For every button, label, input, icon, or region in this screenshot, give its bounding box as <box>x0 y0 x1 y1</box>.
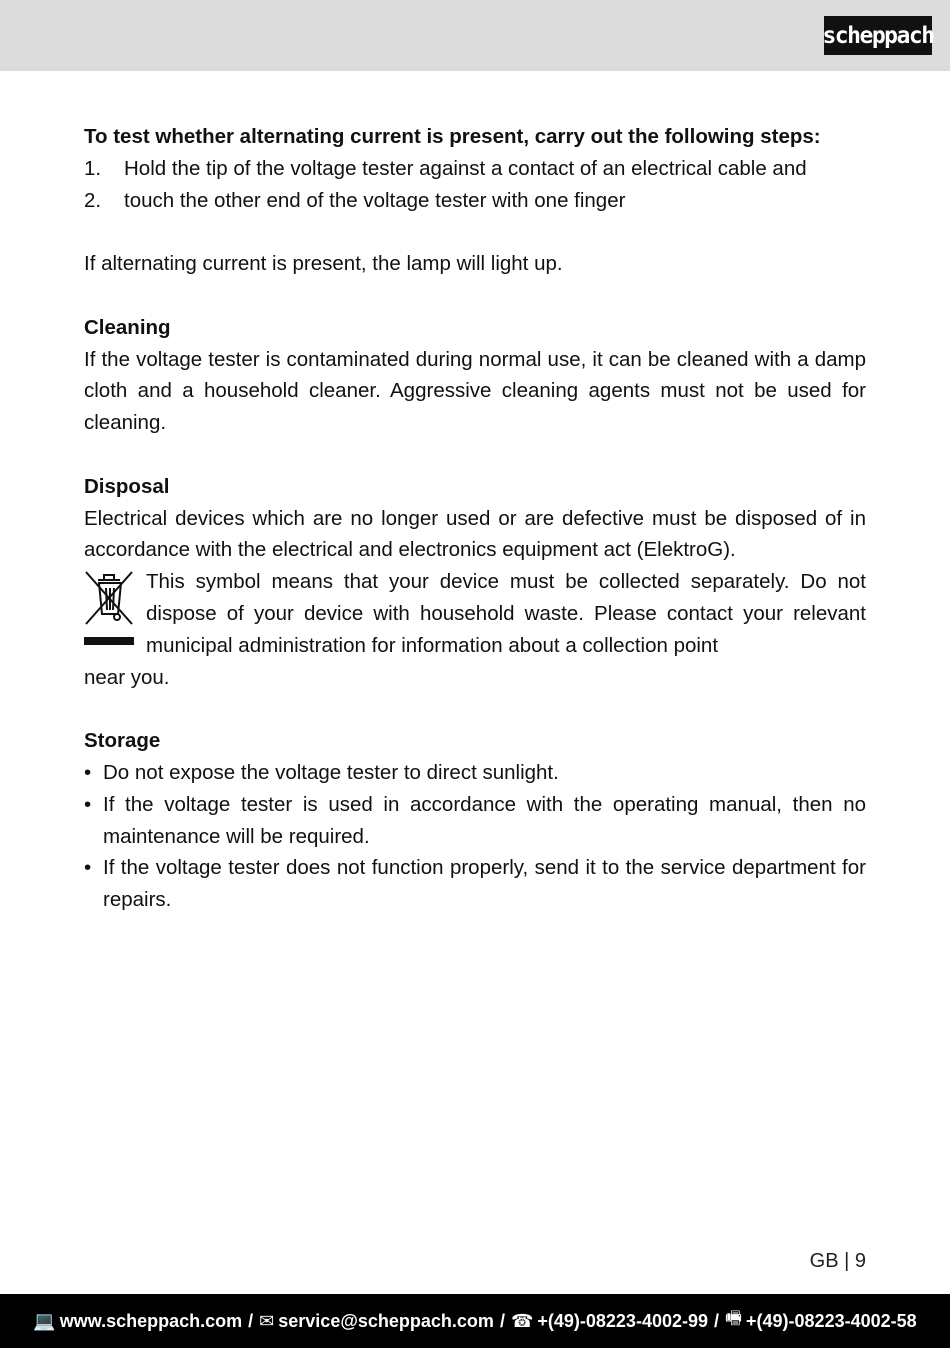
scheppach-logo: scheppach <box>824 16 932 55</box>
list-item-text: If the voltage tester is used in accordance with the operating manual, then no maintenance will be required. <box>103 792 866 848</box>
contact-footer <box>0 1294 950 1348</box>
fax-icon: 🖷 <box>725 1308 743 1328</box>
page-number: GB | 9 <box>809 1250 866 1272</box>
list-item <box>84 852 866 916</box>
weee-notice <box>84 566 866 661</box>
main-content <box>84 121 866 916</box>
cleaning-heading: Cleaning <box>84 315 171 339</box>
intro-heading: To test whether alternating current is present, carry out the following steps: <box>84 125 821 148</box>
separator: / <box>499 1310 505 1331</box>
step-text: touch the other end of the voltage tester with one finger <box>124 188 626 212</box>
disposal-heading: Disposal <box>84 474 170 498</box>
weee-text: This symbol means that your device must be collected separately. Do not dispose of your device with household waste. Please contact your relevant municipal administration for information about a collection point <box>146 570 866 657</box>
cleaning-text: If the voltage tester is contaminated during normal use, it can be cleaned with a damp cloth and a household cleaner. Aggressive cleaning agents must not be used for cleaning. <box>84 347 866 435</box>
bullet-icon: • <box>84 760 92 784</box>
fax-number: +(49)-08223-4002-58 <box>746 1310 917 1331</box>
step-number: 2. <box>84 188 102 212</box>
step-item <box>84 153 866 185</box>
disposal-text: Electrical devices which are no longer used or are defective must be disposed of in accordance with the electrical and electronics equipment act (ElektroG). <box>84 506 866 562</box>
separator: / <box>248 1310 254 1331</box>
mail-icon: ✉ <box>259 1310 275 1331</box>
step-text: Hold the tip of the voltage tester against a contact of an electrical cable and <box>124 156 807 180</box>
separator: / <box>714 1310 720 1331</box>
list-item-text: Do not expose the voltage tester to direct sunlight. <box>103 760 559 784</box>
weee-tail: near you. <box>84 665 170 689</box>
storage-heading: Storage <box>84 729 161 753</box>
intro-result: If alternating current is present, the lamp will light up. <box>84 252 563 276</box>
step-item <box>84 185 866 217</box>
computer-icon: 💻 <box>33 1310 56 1331</box>
website-link[interactable]: www.scheppach.com <box>59 1310 243 1331</box>
list-item-text: If the voltage tester does not function properly, send it to the service department for repairs. <box>103 856 866 912</box>
email-link[interactable]: service@scheppach.com <box>278 1310 494 1331</box>
page-header <box>0 0 950 71</box>
crossed-out-wheelie-bin-icon <box>84 570 134 648</box>
list-item <box>84 757 866 789</box>
step-number: 1. <box>84 156 102 180</box>
bullet-icon: • <box>84 792 92 816</box>
list-item <box>84 789 866 853</box>
bullet-icon: • <box>84 856 92 880</box>
phone-icon: ☎ <box>510 1310 534 1331</box>
phone-number[interactable]: +(49)-08223-4002-99 <box>537 1310 708 1331</box>
